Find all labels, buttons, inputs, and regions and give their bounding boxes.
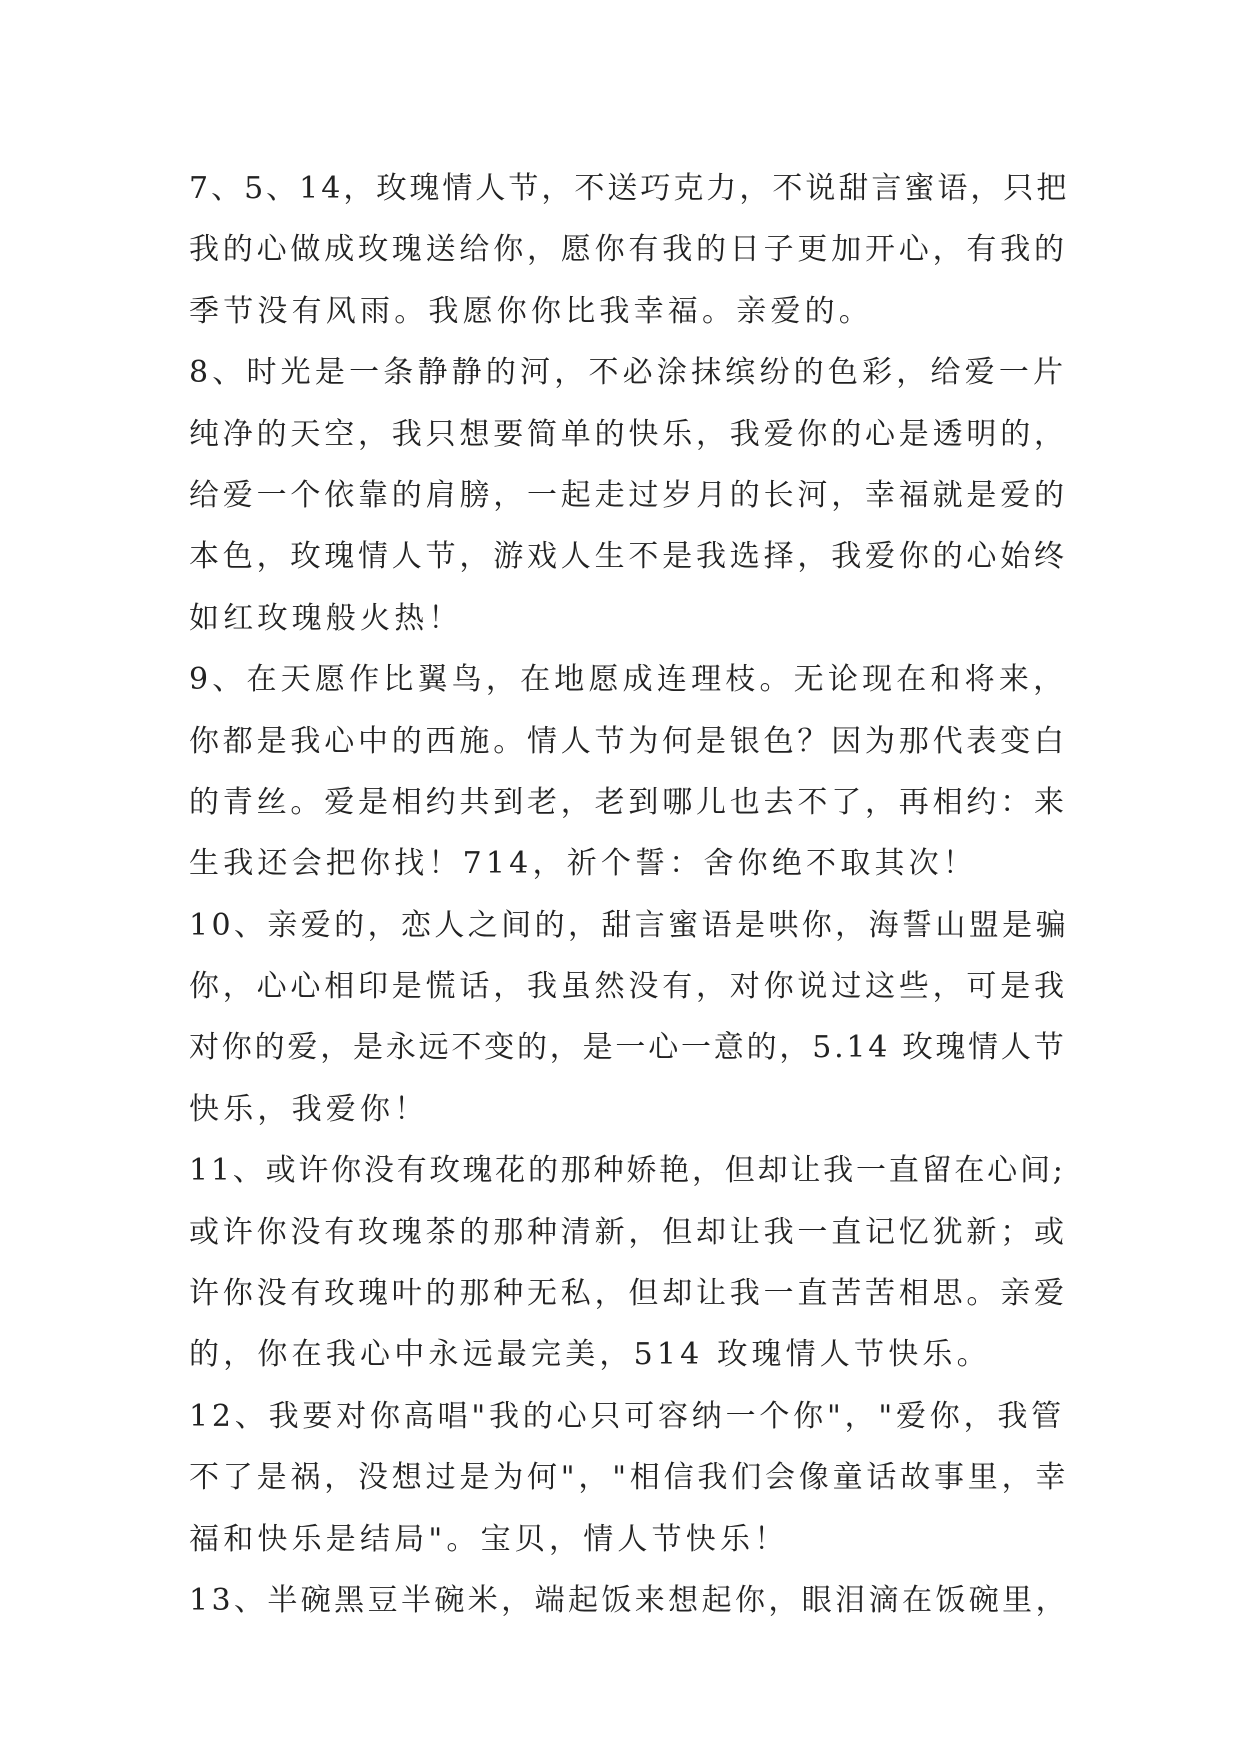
text-line: 季节没有风雨。我愿你你比我幸福。亲爱的。: [189, 293, 873, 329]
text-line: 我的心做成玫瑰送给你，愿你有我的日子更加开心，有我的: [189, 232, 1068, 268]
text-line: 你都是我心中的西施。情人节为何是银色？因为那代表变白: [189, 723, 1068, 759]
text-line: 或许你没有玫瑰茶的那种清新，但却让我一直记忆犹新；或: [189, 1214, 1068, 1250]
text-line: 11、或许你没有玫瑰花的那种娇艳，但却让我一直留在心间;: [189, 1153, 1066, 1189]
text-line: 你，心心相印是慌话，我虽然没有，对你说过这些，可是我: [189, 969, 1068, 1005]
text-line: 本色，玫瑰情人节，游戏人生不是我选择，我爱你的心始终: [189, 539, 1068, 575]
text-line: 福和快乐是结局"。宝贝，情人节快乐！: [189, 1521, 789, 1557]
text-line: 12、我要对你高唱"我的心只可容纳一个你"，"爱你，我管: [189, 1398, 1065, 1434]
body-text: [189, 158, 1069, 1631]
text-line: 许你没有玫瑰叶的那种无私，但却让我一直苦苦相思。亲爱: [189, 1276, 1068, 1312]
text-line: 不了是祸，没想过是为何"，"相信我们会像童话故事里，幸: [189, 1460, 1070, 1496]
text-line: 对你的爱，是永远不变的，是一心一意的，5.14 玫瑰情人节: [189, 1030, 1067, 1066]
text-line: 的，你在我心中永远最完美，514 玫瑰情人节快乐。: [189, 1337, 991, 1373]
text-line: 纯净的天空，我只想要简单的快乐，我爱你的心是透明的，: [189, 416, 1068, 452]
text-line: 如红玫瑰般火热！: [189, 600, 463, 636]
text-line: 9、在天愿作比翼鸟，在地愿成连理枝。无论现在和将来，: [189, 662, 1068, 698]
text-line: 13、半碗黑豆半碗米，端起饭来想起你，眼泪滴在饭碗里，: [189, 1582, 1069, 1618]
text-line: 7、5、14，玫瑰情人节，不送巧克力，不说甜言蜜语，只把: [189, 171, 1070, 206]
text-line: 8、时光是一条静静的河，不必涂抹缤纷的色彩，给爱一片: [189, 355, 1068, 391]
text-line: 10、亲爱的，恋人之间的，甜言蜜语是哄你，海誓山盟是骗: [189, 907, 1069, 943]
text-line: 生我还会把你找！714，祈个誓：舍你绝不取其次！: [189, 846, 978, 882]
text-line: 的青丝。爱是相约共到老，老到哪儿也去不了，再相约：来: [189, 784, 1068, 820]
text-line: 给爱一个依靠的肩膀，一起走过岁月的长河，幸福就是爱的: [189, 477, 1068, 513]
text-line: 快乐，我爱你！: [189, 1091, 429, 1127]
